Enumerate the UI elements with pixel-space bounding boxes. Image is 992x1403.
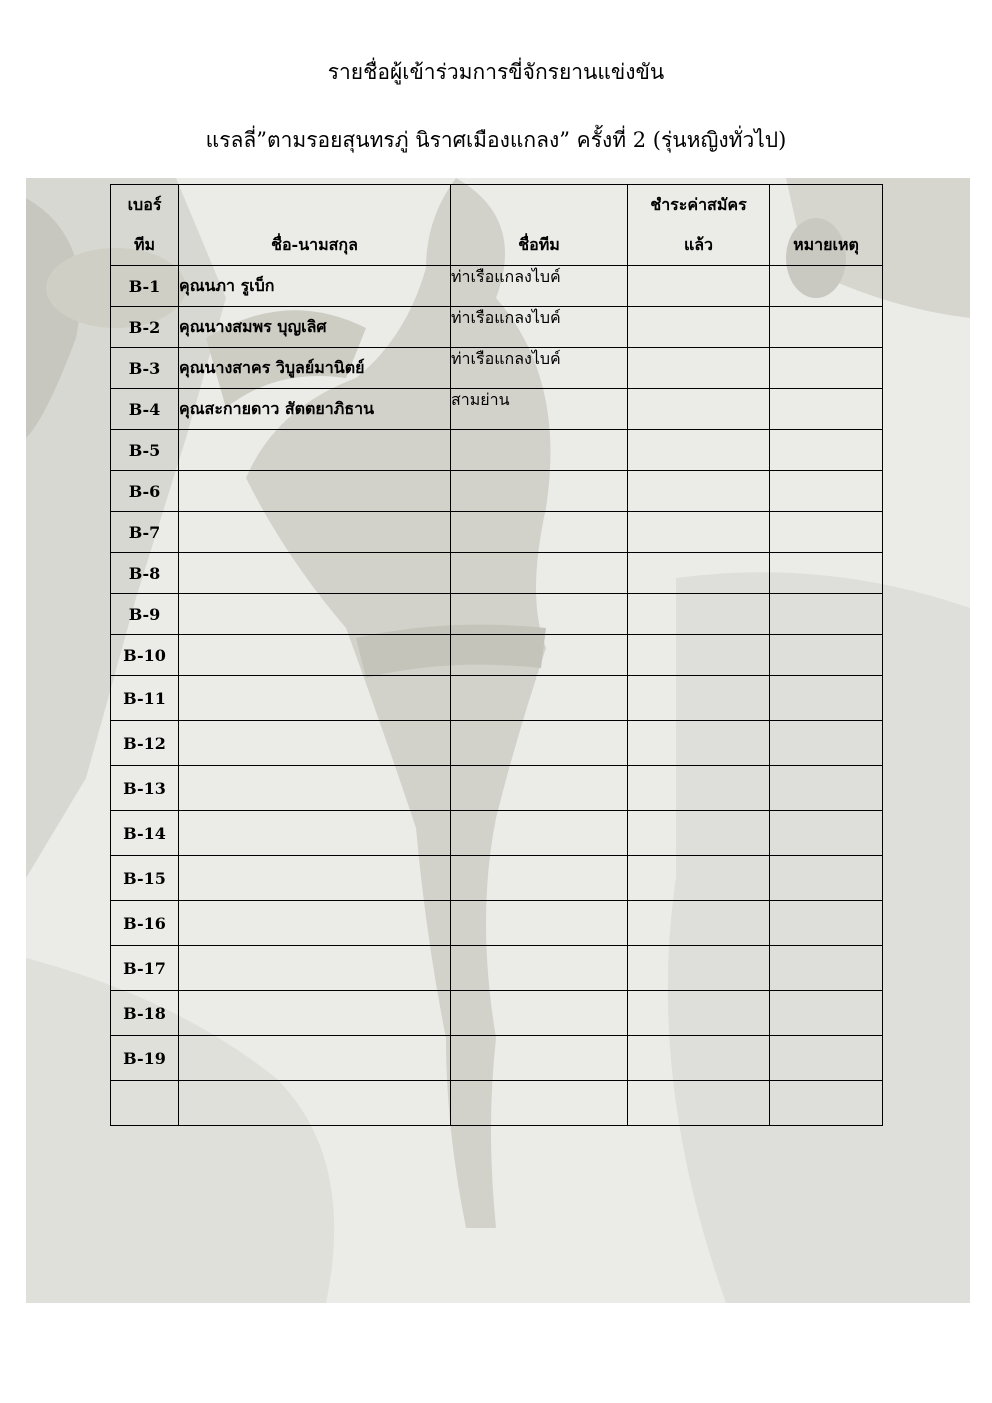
paid-cell <box>628 471 770 512</box>
team-number-cell: B-10 <box>111 635 179 676</box>
table-row <box>111 553 883 594</box>
participant-name-cell <box>179 946 451 991</box>
table-row <box>111 856 883 901</box>
team-name-cell <box>451 430 628 471</box>
table-row <box>111 635 883 676</box>
participant-name-cell <box>179 512 451 553</box>
remark-cell <box>770 389 883 430</box>
header-team-name-label: ชื่อทีม <box>518 235 560 254</box>
team-number-cell: B-2 <box>111 307 179 348</box>
paid-cell <box>628 721 770 766</box>
team-number-cell: B-9 <box>111 594 179 635</box>
team-name-cell <box>451 512 628 553</box>
team-name-cell <box>451 991 628 1036</box>
participant-table <box>110 184 883 1126</box>
table-row <box>111 348 883 389</box>
participant-name-cell <box>179 1036 451 1081</box>
paid-cell <box>628 348 770 389</box>
header-team-number-line2: ทีม <box>133 235 156 254</box>
team-number-cell: B-14 <box>111 811 179 856</box>
table-row <box>111 991 883 1036</box>
participant-name-cell <box>179 991 451 1036</box>
header-name <box>179 185 451 266</box>
team-number-cell: B-6 <box>111 471 179 512</box>
remark-cell <box>770 856 883 901</box>
participant-name-cell: คุณนภา รูเบ็ก <box>179 266 451 307</box>
participant-name-cell <box>179 471 451 512</box>
participant-name-cell <box>179 901 451 946</box>
participant-name-cell <box>179 635 451 676</box>
team-number-cell: B-18 <box>111 991 179 1036</box>
participant-name-cell <box>179 721 451 766</box>
header-paid <box>628 185 770 266</box>
participant-name-cell <box>179 594 451 635</box>
paid-cell <box>628 389 770 430</box>
table-row <box>111 946 883 991</box>
header-team-name <box>451 185 628 266</box>
participant-name-cell: คุณนางสมพร บุญเลิศ <box>179 307 451 348</box>
participant-name-cell <box>179 811 451 856</box>
paid-cell <box>628 635 770 676</box>
remark-cell <box>770 766 883 811</box>
header-paid-line2: แล้ว <box>683 235 714 254</box>
remark-cell <box>770 430 883 471</box>
header-remark-label: หมายเหตุ <box>793 235 859 254</box>
paid-cell <box>628 1036 770 1081</box>
participant-name-cell <box>179 553 451 594</box>
team-name-cell <box>451 901 628 946</box>
remark-cell <box>770 594 883 635</box>
team-number-cell: B-4 <box>111 389 179 430</box>
remark-cell <box>770 991 883 1036</box>
paid-cell <box>628 307 770 348</box>
table-row <box>111 676 883 721</box>
team-number-cell: B-19 <box>111 1036 179 1081</box>
team-number-cell: B-8 <box>111 553 179 594</box>
team-name-cell <box>451 594 628 635</box>
paid-cell <box>628 676 770 721</box>
header-paid-line1: ชำระค่าสมัคร <box>650 195 747 214</box>
participant-name-cell <box>179 766 451 811</box>
participant-name-cell: คุณสะกายดาว สัตตยาภิธาน <box>179 389 451 430</box>
paid-cell <box>628 430 770 471</box>
remark-cell <box>770 348 883 389</box>
table-header-row <box>111 185 883 266</box>
team-number-cell: B-3 <box>111 348 179 389</box>
table-row <box>111 901 883 946</box>
paid-cell <box>628 594 770 635</box>
team-name-cell: สามย่าน <box>451 389 628 430</box>
remark-cell <box>770 1081 883 1126</box>
remark-cell <box>770 307 883 348</box>
table-row <box>111 1036 883 1081</box>
team-name-cell <box>451 856 628 901</box>
remark-cell <box>770 635 883 676</box>
paid-cell <box>628 991 770 1036</box>
header-team-number <box>111 185 179 266</box>
team-name-cell: ท่าเรือแกลงไบค์ <box>451 266 628 307</box>
team-name-cell <box>451 676 628 721</box>
page-title: รายชื่อผู้เข้าร่วมการขี่จักรยานแข่งขัน <box>327 60 665 84</box>
remark-cell <box>770 512 883 553</box>
team-name-cell <box>451 946 628 991</box>
table-row <box>111 594 883 635</box>
table-row <box>111 1081 883 1126</box>
participant-name-cell <box>179 430 451 471</box>
paid-cell <box>628 946 770 991</box>
table-row <box>111 512 883 553</box>
paid-cell <box>628 553 770 594</box>
team-number-cell: B-16 <box>111 901 179 946</box>
remark-cell <box>770 553 883 594</box>
remark-cell <box>770 676 883 721</box>
remark-cell <box>770 266 883 307</box>
table-row <box>111 471 883 512</box>
team-name-cell <box>451 1036 628 1081</box>
table-row <box>111 811 883 856</box>
team-number-cell: B-5 <box>111 430 179 471</box>
table-row <box>111 389 883 430</box>
team-number-cell: B-7 <box>111 512 179 553</box>
team-number-cell: B-13 <box>111 766 179 811</box>
team-number-cell: B-11 <box>111 676 179 721</box>
header-name-label: ชื่อ-นามสกุล <box>271 235 358 254</box>
participant-name-cell <box>179 1081 451 1126</box>
team-name-cell <box>451 635 628 676</box>
team-number-cell: B-17 <box>111 946 179 991</box>
paid-cell <box>628 811 770 856</box>
remark-cell <box>770 811 883 856</box>
team-name-cell <box>451 811 628 856</box>
header-team-number-line1: เบอร์ <box>127 195 162 214</box>
team-name-cell <box>451 471 628 512</box>
page-subtitle: แรลลี่”ตามรอยสุนทรภู่ นิราศเมืองแกลง” ครั้งที่ 2 (รุ่นหญิงทั่วไป) <box>205 128 787 152</box>
team-name-cell: ท่าเรือแกลงไบค์ <box>451 307 628 348</box>
team-number-cell: B-12 <box>111 721 179 766</box>
remark-cell <box>770 471 883 512</box>
team-number-cell <box>111 1081 179 1126</box>
participant-name-cell <box>179 676 451 721</box>
remark-cell <box>770 901 883 946</box>
team-name-cell <box>451 721 628 766</box>
paid-cell <box>628 1081 770 1126</box>
header-remark <box>770 185 883 266</box>
team-number-cell: B-15 <box>111 856 179 901</box>
paid-cell <box>628 856 770 901</box>
remark-cell <box>770 1036 883 1081</box>
paid-cell <box>628 901 770 946</box>
table-row <box>111 721 883 766</box>
team-number-cell: B-1 <box>111 266 179 307</box>
table-row <box>111 266 883 307</box>
team-name-cell: ท่าเรือแกลงไบค์ <box>451 348 628 389</box>
paid-cell <box>628 512 770 553</box>
paid-cell <box>628 766 770 811</box>
team-name-cell <box>451 553 628 594</box>
remark-cell <box>770 721 883 766</box>
paid-cell <box>628 266 770 307</box>
remark-cell <box>770 946 883 991</box>
table-row <box>111 307 883 348</box>
team-name-cell <box>451 1081 628 1126</box>
team-name-cell <box>451 766 628 811</box>
participant-name-cell <box>179 856 451 901</box>
table-row <box>111 766 883 811</box>
participant-name-cell: คุณนางสาคร วิบูลย์มานิตย์ <box>179 348 451 389</box>
table-row <box>111 430 883 471</box>
